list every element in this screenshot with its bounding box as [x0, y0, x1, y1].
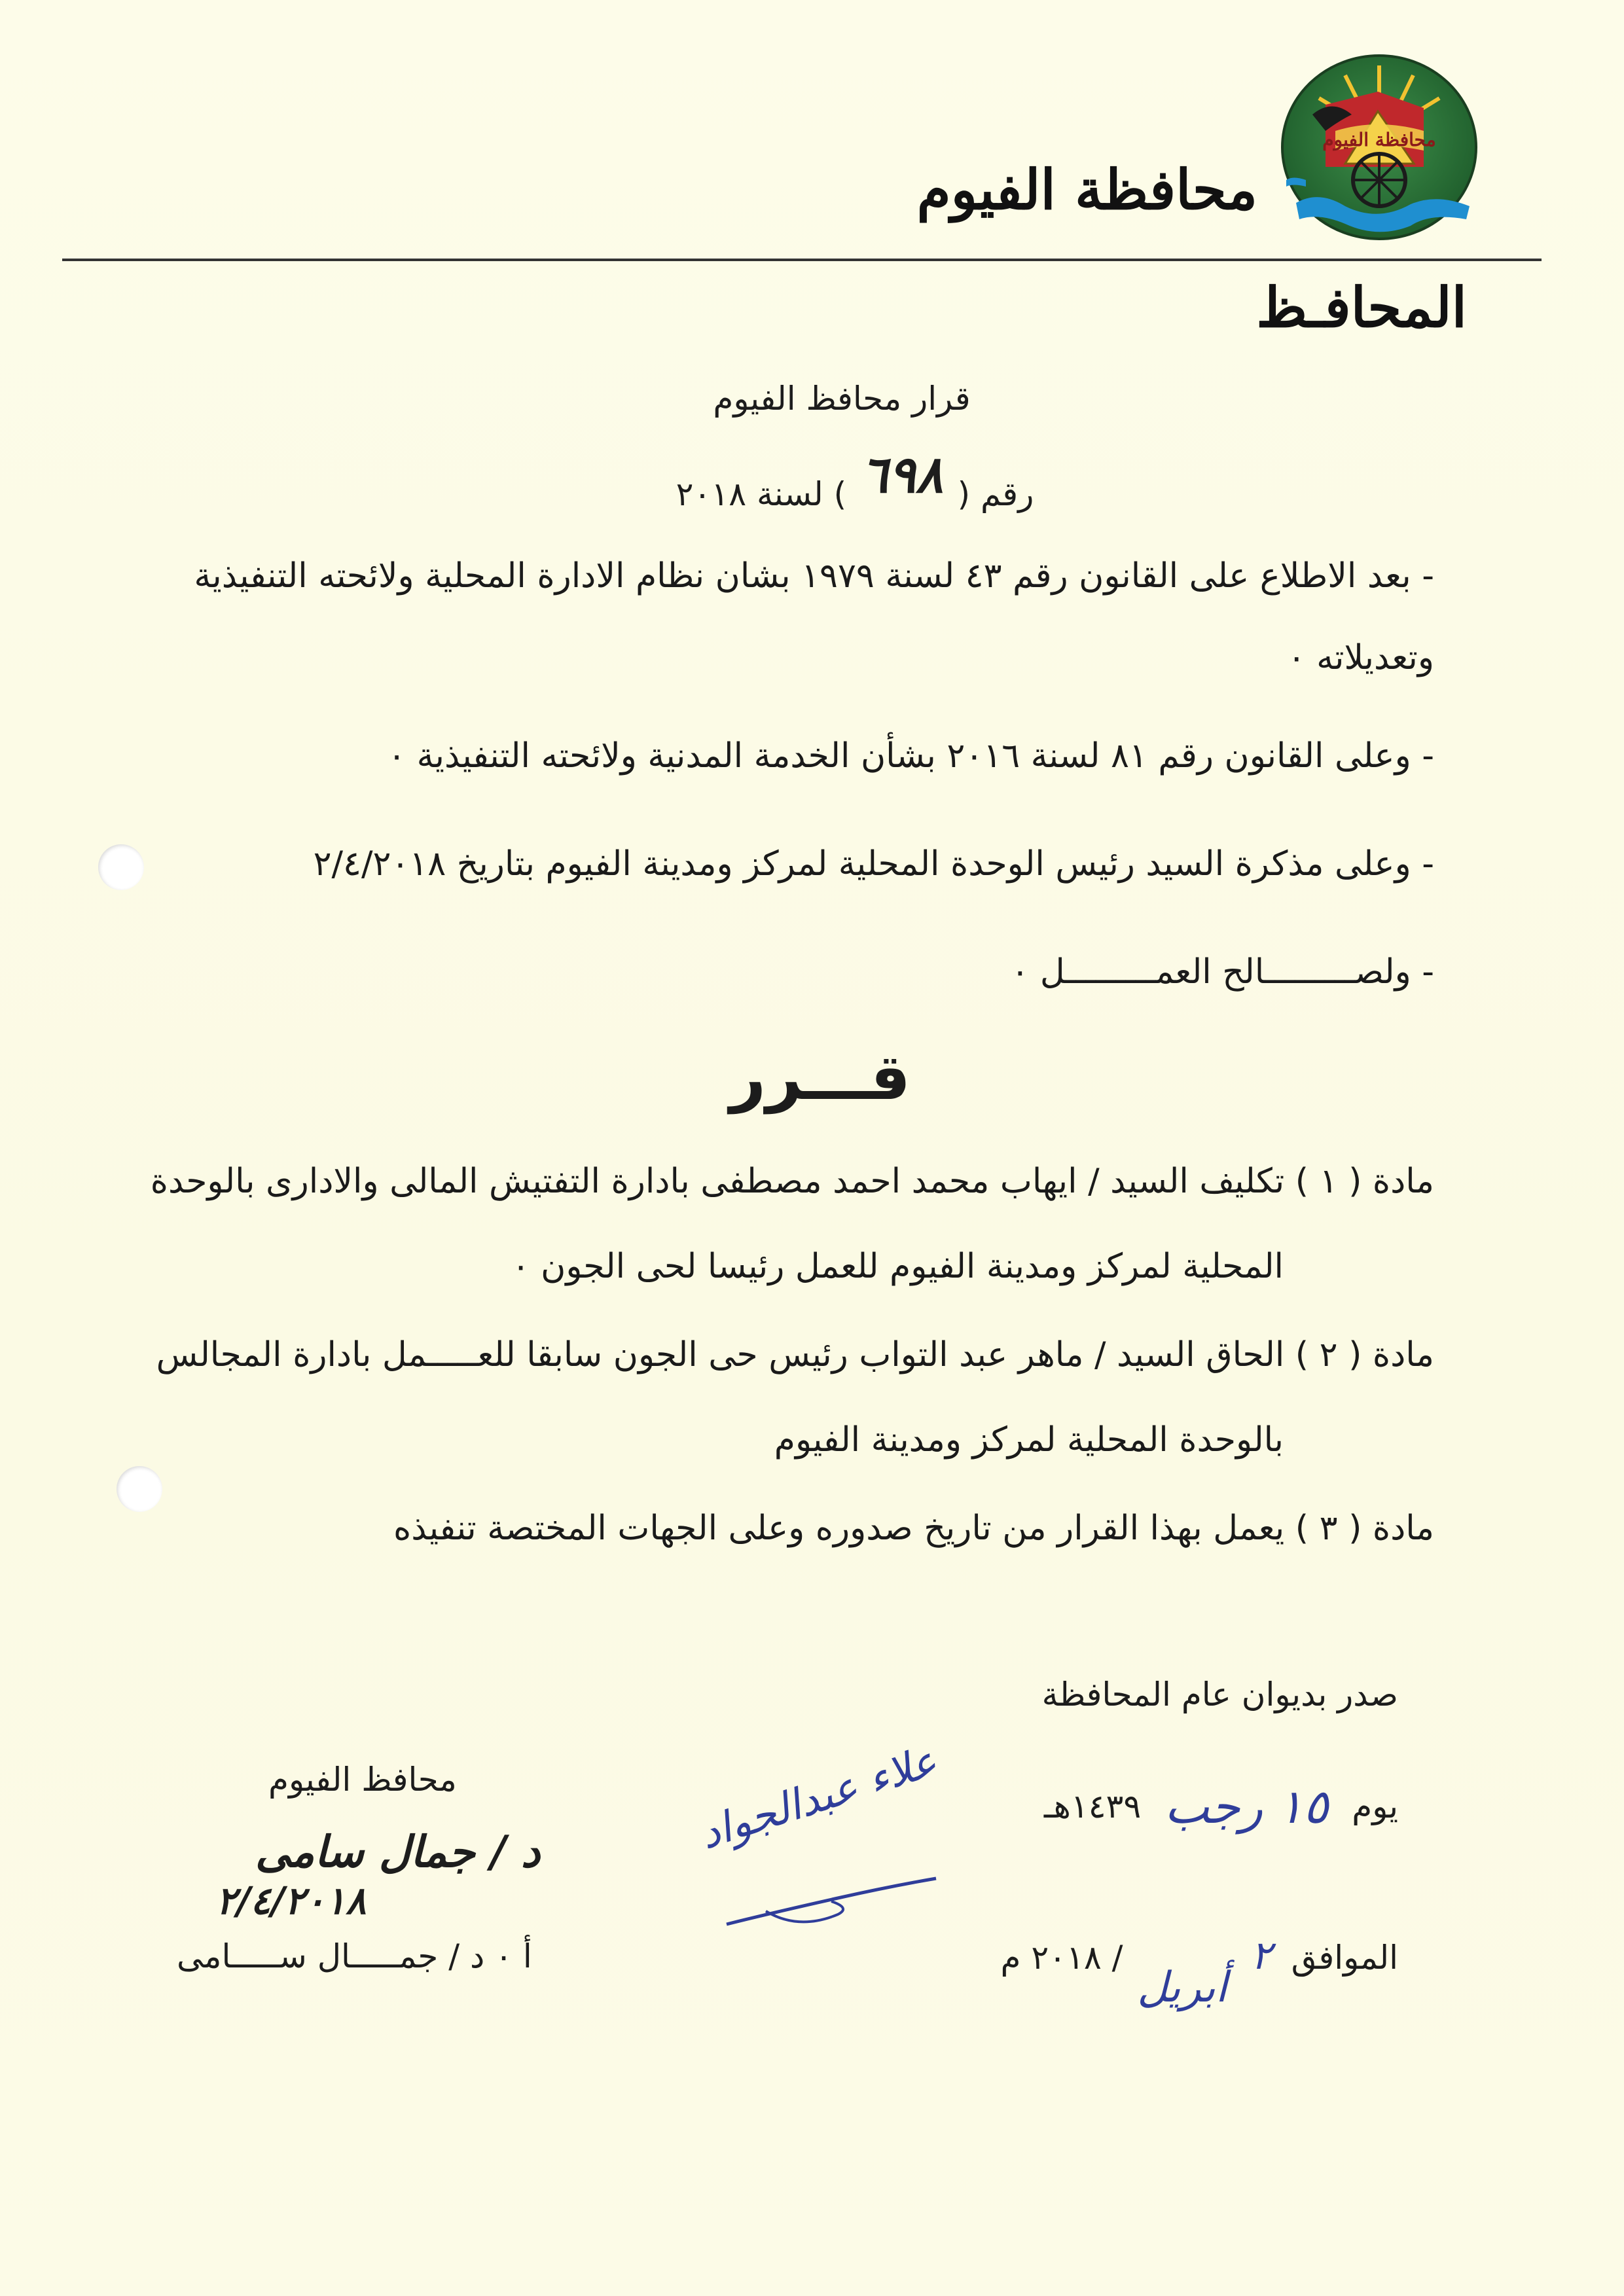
decision-number-prefix: رقم (: [957, 475, 1034, 513]
decision-number-handwritten: ٦٩٨: [861, 445, 943, 505]
hijri-day-handwritten: ١٥ رجب: [1164, 1779, 1329, 1834]
logo-text: محافظة الفيوم: [1322, 129, 1436, 151]
greg-day-handwritten: ٢: [1250, 1933, 1272, 1979]
preamble-line-2: وتعديلاته ٠: [1287, 638, 1434, 677]
punch-hole-top: [98, 844, 144, 890]
governorate-name: محافظة الفيوم: [916, 157, 1257, 222]
corresponds-label: الموافق: [1291, 1939, 1398, 1977]
punch-hole-bottom: [117, 1466, 162, 1512]
signatory-title: محافظ الفيوم: [268, 1761, 457, 1799]
reviewer-initials-handwritten: علاء عبدالجواد: [694, 1736, 943, 1859]
hijri-year: ١٤٣٩هـ: [1043, 1787, 1142, 1825]
preamble-line-3: - وعلى القانون رقم ٨١ لسنة ٢٠١٦ بشأن الخدمة المدنية ولائحته التنفيذية ٠: [388, 736, 1434, 776]
decision-title: قرار محافظ الفيوم: [713, 380, 971, 418]
preamble-line-5: - ولصـــــــــالح العمـــــــــل ٠: [1011, 952, 1434, 992]
issued-at: صدر بديوان عام المحافظة: [1041, 1676, 1398, 1713]
signatory-name: أ ٠ د / جمـــــال ســـــامى: [177, 1937, 532, 1975]
article-1-line-1: مادة ( ١ ) تكليف السيد / ايهاب محمد احمد مصطفى بادارة التفتيش المالى والادارى بالوحدة: [150, 1162, 1434, 1201]
day-label: يوم: [1352, 1787, 1398, 1825]
governorate-logo-icon: [1280, 52, 1479, 242]
header-divider: [62, 259, 1542, 261]
decision-number-line: [676, 445, 1034, 518]
article-2-line-2: بالوحدة المحلية لمركز ومدينة الفيوم: [774, 1420, 1284, 1460]
article-2-line-1: مادة ( ٢ ) الحاق السيد / ماهر عبد التواب رئيس حى الجون سابقا للعـــــمل بادارة المجالس: [156, 1335, 1434, 1374]
preamble-line-1: - بعد الاطلاع على القانون رقم ٤٣ لسنة ١٩٧٩ بشان نظام الادارة المحلية ولائحته التنفيذية: [194, 556, 1434, 596]
signatory-signature-handwritten: د / جمال سامى: [255, 1826, 541, 1877]
greg-month-handwritten: أبريل: [1137, 1964, 1227, 2012]
signatory-date-handwritten: ٢/٤/٢٠١٨: [216, 1878, 367, 1923]
greg-year: / ٢٠١٨ م: [1000, 1939, 1123, 1977]
preamble-line-4: - وعلى مذكرة السيد رئيس الوحدة المحلية لمركز ومدينة الفيوم بتاريخ ٢/٤/٢٠١٨: [313, 844, 1434, 884]
article-3: مادة ( ٣ ) يعمل بهذا القرار من تاريخ صدوره وعلى الجهات المختصة تنفيذه: [393, 1509, 1434, 1548]
decision-number-suffix: ) لسنة ٢٠١٨: [676, 475, 847, 513]
hijri-date-line: [1043, 1774, 1398, 1834]
reviewer-signature-stroke: [720, 1872, 943, 1944]
gregorian-date-line: [1000, 1931, 1398, 2012]
decree-heading: قـــرر: [729, 1041, 911, 1114]
office-title: المحافـظ: [1256, 275, 1467, 340]
article-1-line-2: المحلية لمركز ومدينة الفيوم للعمل رئيسا لحى الجون ٠: [511, 1247, 1284, 1286]
